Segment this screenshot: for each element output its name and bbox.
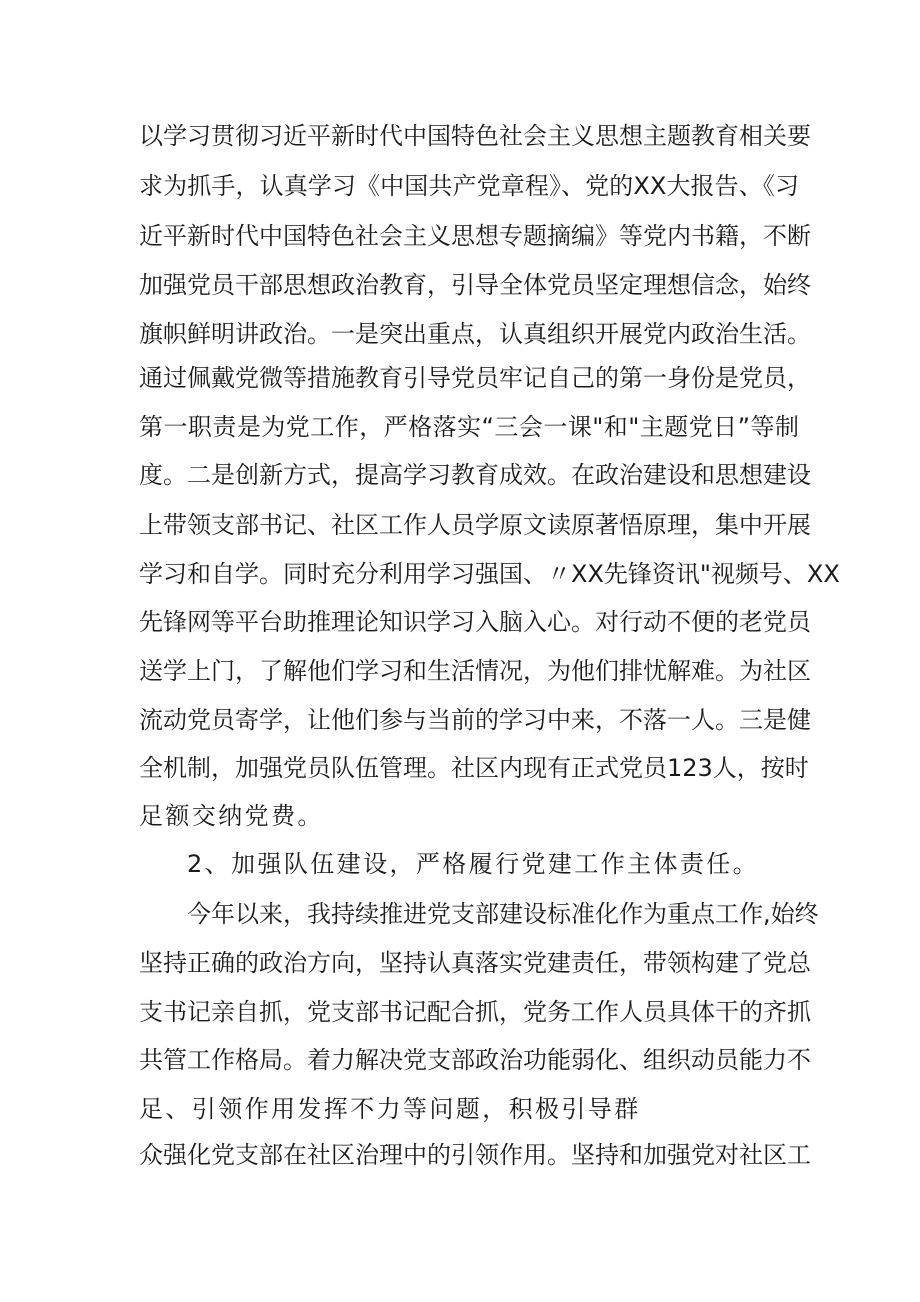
paragraph-1-line-5: 旗帜鲜明讲政治。一是突出重点，认真组织开展党内政治生活。 — [139, 320, 811, 348]
paragraph-1-line-9: 上带领支部书记、社区工作人员学原文读原著悟原理，集中开展 — [139, 511, 811, 539]
paragraph-1-line-10: 学习和自学。同时充分利用学习强国、〃XX先锋资讯"视频号、XX — [139, 560, 840, 588]
paragraph-1-line-7: 第一职责是为党工作，严格落实“三会一课"和"主题党日”等制 — [139, 413, 799, 441]
paragraph-1-line-14: 全机制，加强党员队伍管理。社区内现有正式党员123人，按时 — [139, 754, 809, 782]
paragraph-1-line-15: 足额交纳党费。 — [139, 802, 324, 830]
paragraph-1-line-8: 度。二是创新方式，提高学习教育成效。在政治建设和思想建设 — [139, 461, 811, 489]
paragraph-1-line-3: 近平新时代中国特色社会主义思想专题摘编》等党内书籍，不断 — [139, 222, 811, 250]
section-heading-2: 2、加强队伍建设，严格履行党建工作主体责任。 — [187, 850, 760, 878]
paragraph-1-line-6: 通过佩戴党微等措施教育引导党员牢记自己的第一身份是党员， — [139, 364, 811, 392]
paragraph-1-line-2: 求为抓手，认真学习《中国共产党章程》、党的XX大报告、《习 — [139, 172, 799, 200]
paragraph-2-line-3: 支书记亲自抓，党支部书记配合抓，党务工作人员具体干的齐抓 — [139, 998, 811, 1026]
paragraph-2-line-1: 今年以来，我持续推进党支部建设标准化作为重点工作,始终 — [187, 900, 819, 928]
paragraph-1-line-13: 流动党员寄学，让他们参与当前的学习中来，不落一人。三是健 — [139, 706, 811, 734]
paragraph-2-line-5: 足、引领作用发挥不力等问题，积极引导群 — [139, 1095, 641, 1123]
paragraph-1-line-4: 加强党员干部思想政治教育，引导全体党员坚定理想信念，始终 — [139, 271, 811, 299]
paragraph-2-line-4: 共管工作格局。着力解决党支部政治功能弱化、组织动员能力不 — [139, 1046, 811, 1074]
paragraph-1-line-12: 送学上门，了解他们学习和生活情况，为他们排忧解难。为社区 — [139, 657, 811, 685]
paragraph-1-line-11: 先锋网等平台助推理论知识学习入脑入心。对行动不便的老党员 — [139, 608, 811, 636]
paragraph-1-line-1: 以学习贯彻习近平新时代中国特色社会主义思想主题教育相关要 — [139, 122, 811, 150]
paragraph-2-line-6: 众强化党支部在社区治理中的引领作用。坚持和加强党对社区工 — [139, 1141, 811, 1169]
paragraph-2-line-2: 坚持正确的政治方向，坚持认真落实党建责任，带领构建了党总 — [139, 949, 811, 977]
